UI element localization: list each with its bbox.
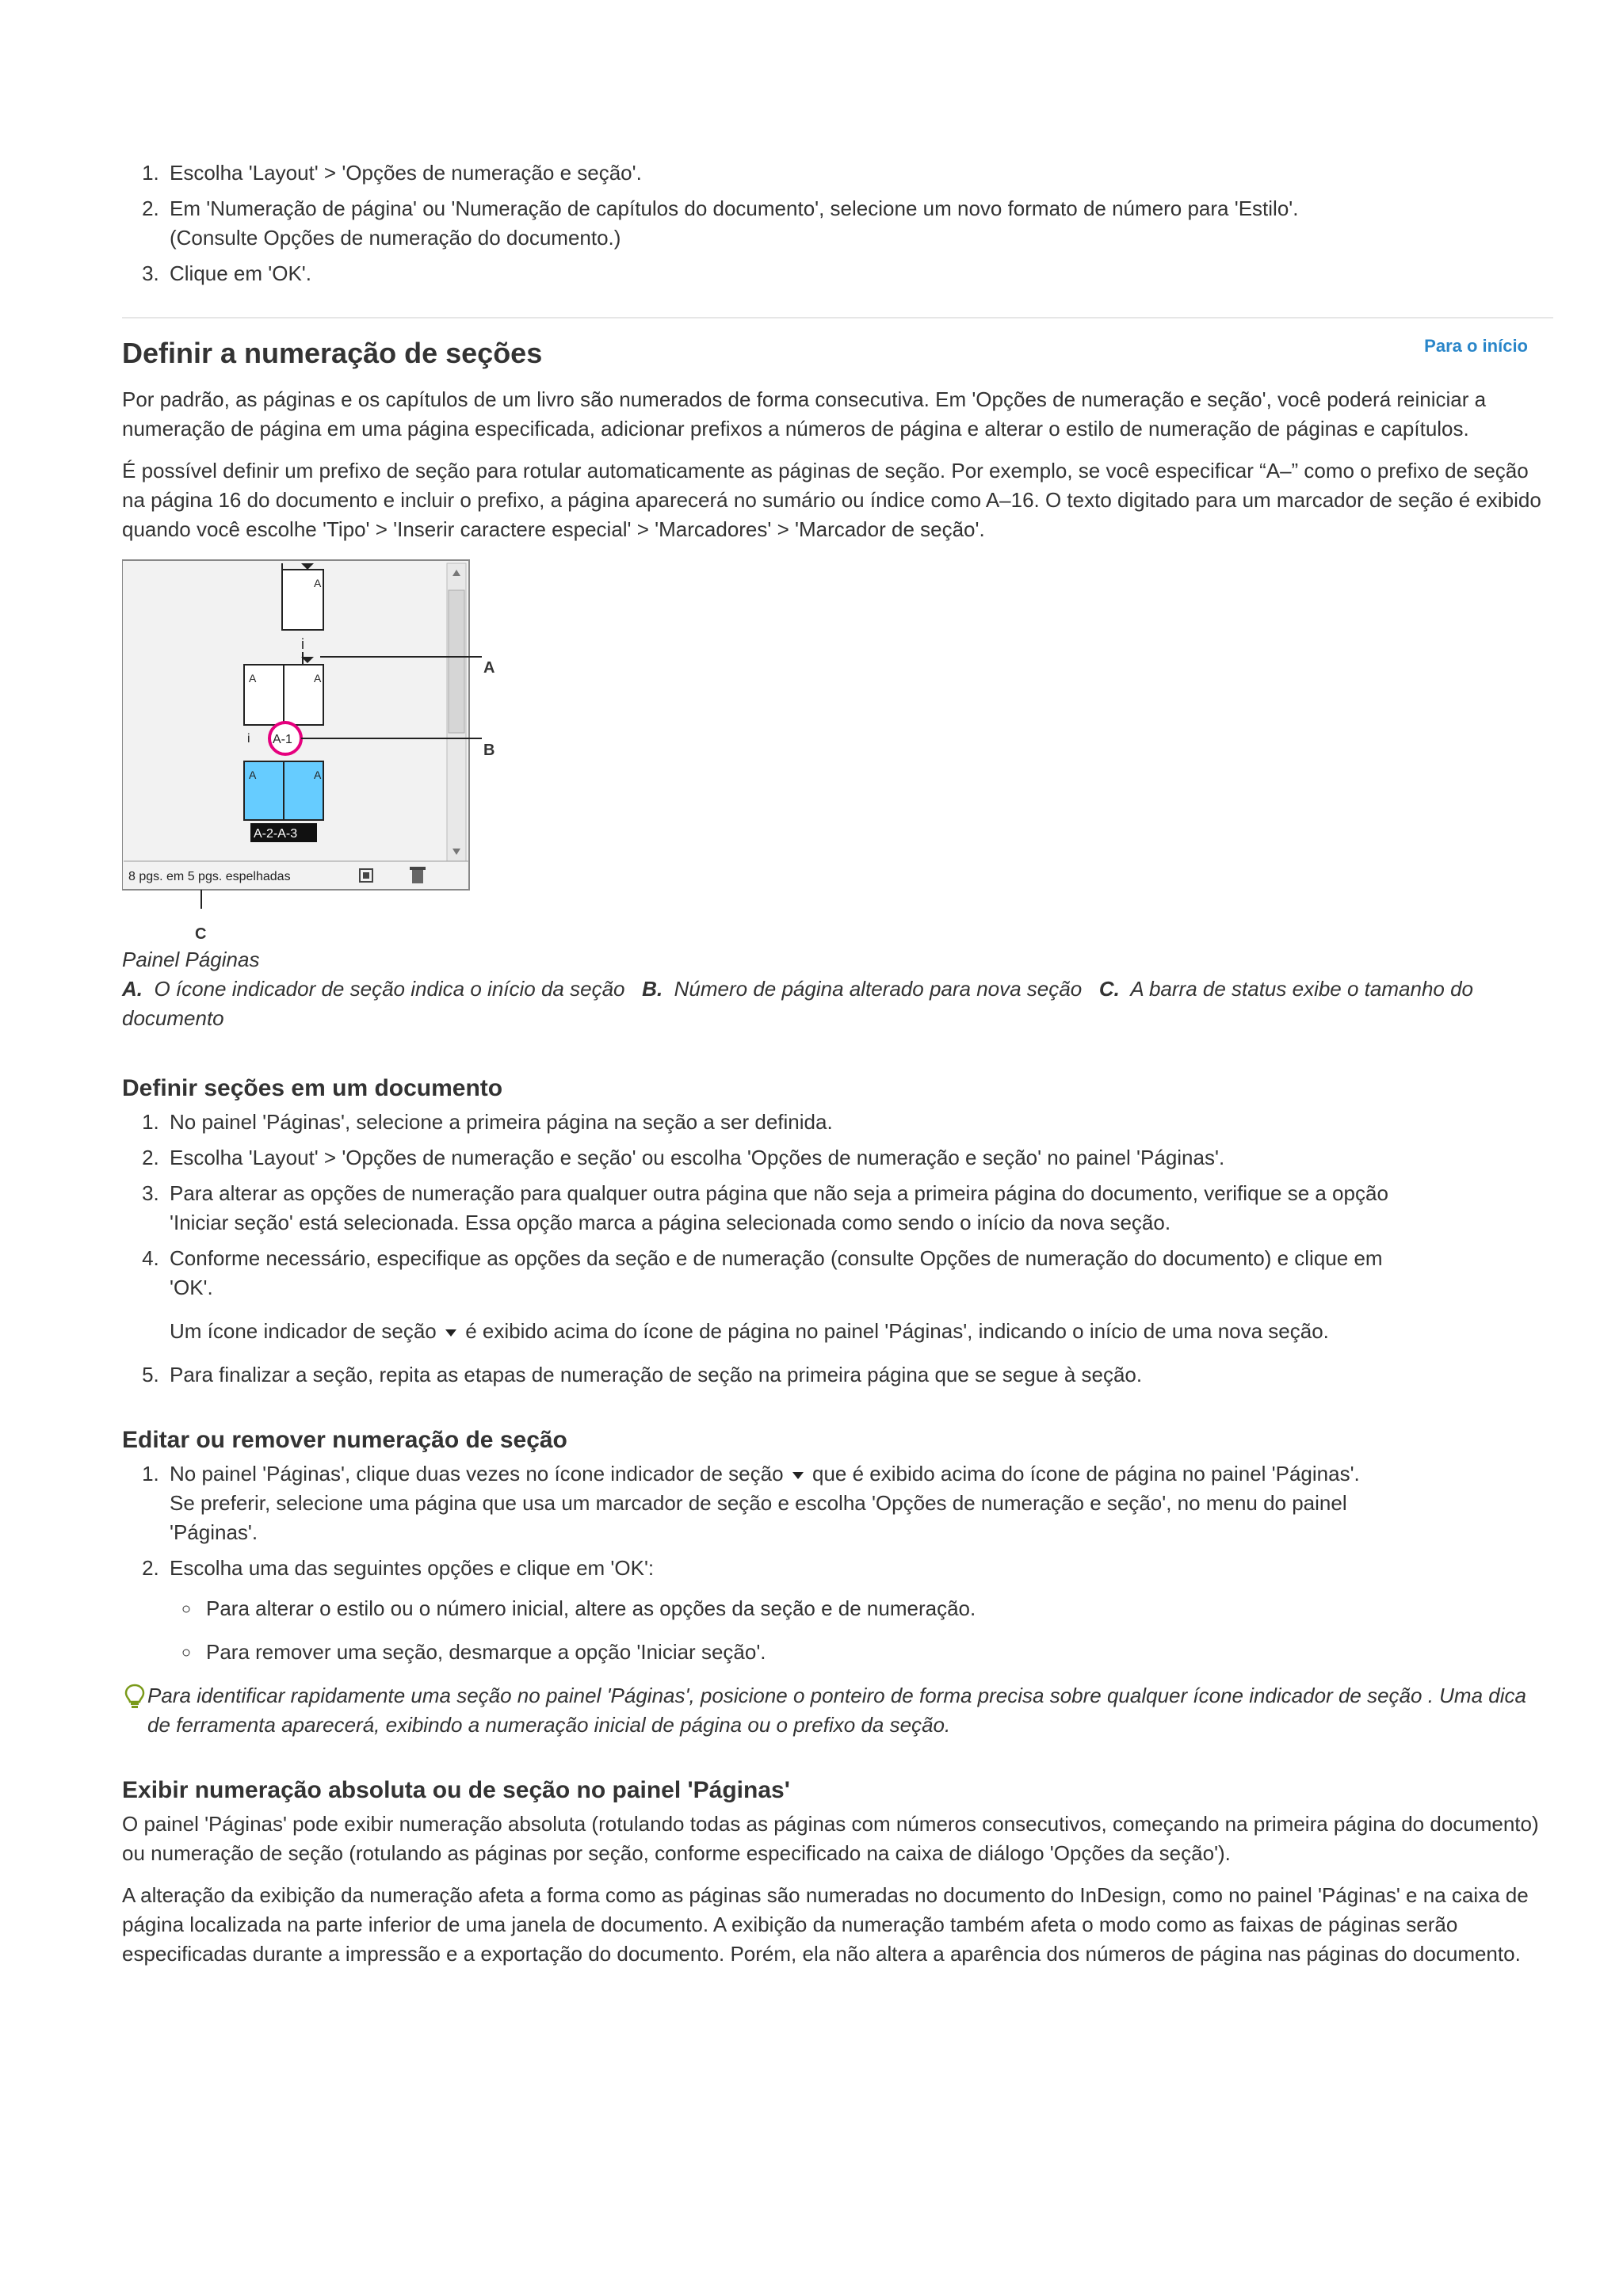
list-item: 1. No painel 'Páginas', selecione a primeira página na seção a ser definida. (165, 1108, 1395, 1137)
note-text: Um ícone indicador de seção (170, 1319, 437, 1343)
list-item: 5. Para finalizar a seção, repita as etapas de numeração de seção na primeira página que se segue à seção. (165, 1360, 1395, 1390)
paragraph: A alteração da exibição da numeração afeta a forma como as páginas são numeradas no documento do InDesign, como no painel 'Páginas' e na caixa de página localizada na parte inferior de uma janela de documento. A exibição da numeração também afeta o modo como as faixas de páginas serão especificadas durante a impressão e a exportação do documento. Porém, ela não altera a aparência dos números de página nas páginas do documento. (122, 1883, 1529, 1966)
document-content (122, 158, 1553, 1981)
caption-legend (122, 974, 1553, 1033)
master-letter: A (314, 672, 322, 685)
caption-key: A. (122, 977, 143, 1001)
step-text: No painel 'Páginas', clique duas vezes no ícone indicador de seção (170, 1462, 784, 1486)
tip-note (122, 1681, 1553, 1740)
list-item (165, 1554, 1379, 1667)
section-indicator-icon (445, 1329, 456, 1337)
caption-title: Painel Páginas (122, 948, 260, 971)
back-to-top-link[interactable]: Para o início (1424, 336, 1528, 356)
caption-text: Número de página alterado para nova seção (674, 977, 1083, 1001)
master-letter: A (314, 577, 322, 589)
intro-steps-list (122, 158, 1553, 288)
pages-panel-figure (122, 559, 487, 923)
figure-caption (122, 945, 1553, 1033)
step-text: que é exibido acima do ícone de página no painel 'Páginas'. Se preferir, selecione uma página que usa um marcador de seção e escolha 'Opções de numeração e seção', no menu do painel 'Páginas'. (170, 1462, 1360, 1544)
edit-section-steps (122, 1459, 1553, 1667)
list-item: 2. Escolha 'Layout' > 'Opções de numeração e seção' ou escolha 'Opções de numeração e seção' no painel 'Páginas'. (165, 1143, 1395, 1173)
list-item: 3. Para alterar as opções de numeração para qualquer outra página que não seja a primeira página do documento, verifique se a opção 'Iniciar seção' está selecionada. Essa opção marca a página selecionada como sendo o início da nova seção. (165, 1179, 1395, 1238)
list-item (165, 1244, 1395, 1346)
list-item (165, 1459, 1379, 1547)
caption-key: C. (1098, 977, 1120, 1001)
bullet-item: ◦ Para alterar o estilo ou o número inicial, altere as opções da seção e de numeração. (201, 1594, 1379, 1623)
callout-label-a: A (483, 659, 495, 677)
callout-label-b: B (483, 742, 495, 759)
caption-text: O ícone indicador de seção indica o início da seção (154, 977, 625, 1001)
lightbulb-icon (122, 1683, 147, 1710)
subsection-title: Definir seções em um documento (122, 1075, 503, 1101)
section-title: Definir a numeração de seções (122, 337, 543, 369)
paragraph: Por padrão, as páginas e os capítulos de um livro são numerados de forma consecutiva. Em 'Opções de numeração e seção', você poderá reiniciar a numeração de página em uma página especificada, adicionar prefixos a números de página e alterar o estilo de numeração de páginas e capítulos. (122, 387, 1487, 441)
master-letter: A (249, 769, 257, 781)
step-note (170, 1317, 1395, 1346)
step-text: Conforme necessário, especifique as opções da seção e de numeração (consulte Opções de numeração do documento) e clique em 'OK'. (170, 1246, 1383, 1299)
page-number-label: A-1 (273, 733, 292, 746)
page-number-label: A-2-A-3 (254, 827, 298, 841)
callout-label-c: C (195, 925, 207, 943)
define-sections-steps (122, 1108, 1553, 1390)
list-item: 3. Clique em 'OK'. (165, 259, 1553, 288)
scrollbar-thumb (449, 590, 464, 733)
status-bar-text: 8 pgs. em 5 pgs. espelhadas (128, 870, 291, 883)
master-letter: A (249, 672, 257, 685)
subsection-title: Exibir numeração absoluta ou de seção no painel 'Páginas' (122, 1777, 790, 1803)
list-item: 2. Em 'Numeração de página' ou 'Numeração de capítulos do documento', selecione um novo formato de número para 'Estilo'. (Consulte Opções de numeração do documento.) (165, 194, 1553, 253)
paragraph: É possível definir um prefixo de seção para rotular automaticamente as páginas de seção. Por exemplo, se você especificar “A–” como o prefixo de seção na página 16 do documento e incluir o prefixo, a página aparecerá no sumário ou índice como A–16. O texto digitado para um marcador de seção é exibido quando você escolhe 'Tipo' > 'Inserir caractere especial' > 'Marcadores' > 'Marcador de seção'. (122, 459, 1541, 541)
option-bullets (170, 1594, 1379, 1667)
subsection-title: Editar ou remover numeração de seção (122, 1427, 567, 1453)
page-number-label: i (301, 636, 304, 652)
master-letter: A (314, 769, 322, 781)
step-text: Escolha uma das seguintes opções e clique em 'OK': (170, 1556, 655, 1580)
list-item: 1. Escolha 'Layout' > 'Opções de numeração e seção'. (165, 158, 1553, 188)
section-indicator-icon (792, 1472, 804, 1479)
caption-text: A barra de status exibe o tamanho do documento (122, 977, 1474, 1030)
bullet-item: ◦ Para remover uma seção, desmarque a opção 'Iniciar seção'. (201, 1638, 1379, 1667)
paragraph: O painel 'Páginas' pode exibir numeração absoluta (rotulando todas as páginas com números consecutivos, começando na primeira página do documento) ou numeração de seção (rotulando as páginas por seção, conforme especificado na caixa de diálogo 'Opções da seção'). (122, 1812, 1539, 1865)
tip-text: Para identificar rapidamente uma seção no painel 'Páginas', posicione o ponteiro de forma precisa sobre qualquer ícone indicador de seção . Uma dica de ferramenta aparecerá, exibindo a numeração inicial de página ou o prefixo da seção. (147, 1684, 1526, 1737)
trash-icon (412, 869, 423, 883)
note-text: é exibido acima do ícone de página no painel 'Páginas', indicando o início de uma nova seção. (465, 1319, 1329, 1343)
page-number-label: i (247, 732, 250, 746)
caption-key: B. (642, 977, 663, 1001)
